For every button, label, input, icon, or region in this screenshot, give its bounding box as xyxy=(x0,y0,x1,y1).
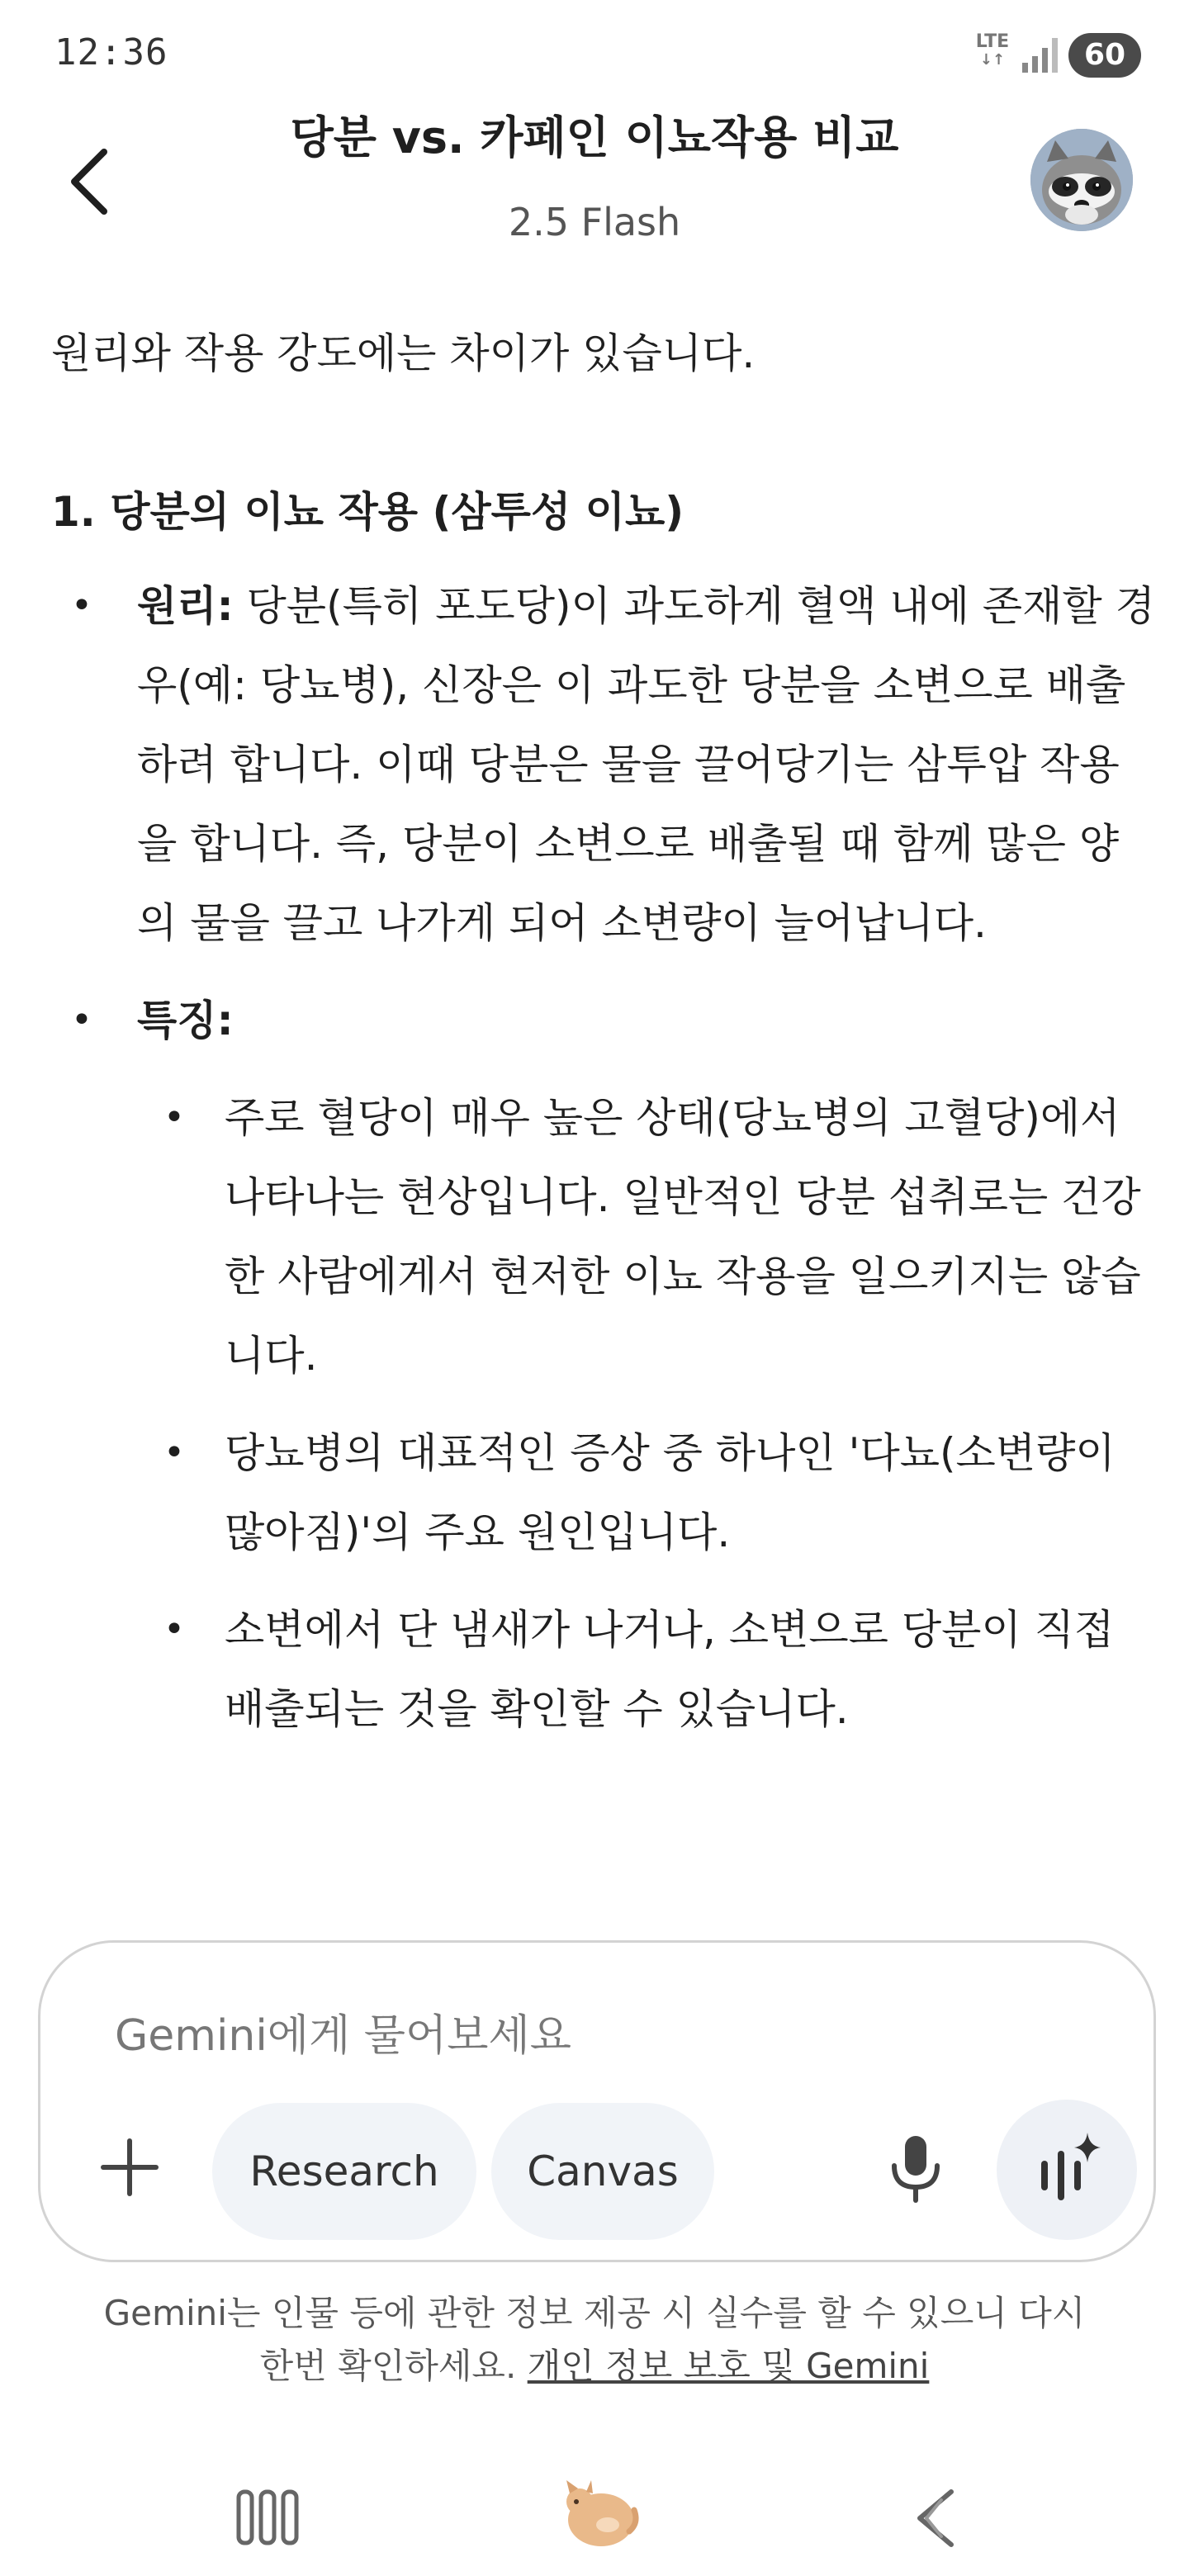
disclaimer-line-2-text: 한번 확인하세요. xyxy=(259,2346,528,2386)
network-indicator xyxy=(974,33,1011,69)
raccoon-avatar-icon xyxy=(1030,129,1133,231)
model-selector[interactable]: 2.5 Flash xyxy=(508,200,681,244)
status-time: 12:36 xyxy=(54,31,168,73)
disclaimer xyxy=(0,2287,1189,2393)
sub-bullet-item: • 당뇨병의 대표적인 증상 중 하나인 '다뇨(소변량이 많아짐)'의 주요 원인입니다. xyxy=(51,1413,1158,1572)
recents-icon[interactable] xyxy=(236,2488,299,2546)
bullet-principle xyxy=(51,566,1158,963)
disclaimer-line-2 xyxy=(0,2340,1189,2393)
battery-indicator: 60 xyxy=(1068,33,1141,78)
intro-text: 원리와 작용 강도에는 차이가 있습니다. xyxy=(51,329,756,377)
status-bar xyxy=(0,0,1189,107)
section-heading: 1. 당분의 이뇨 작용 (삼투성 이뇨) xyxy=(51,488,685,536)
sub-bullet-list xyxy=(51,1078,1158,1749)
research-chip[interactable]: Research xyxy=(212,2103,476,2240)
bullet-text: 당분(특히 포도당)이 과도하게 혈액 내에 존재할 경우(예: 당뇨병), 신장은 이 과도한 당분을 소변으로 배출하려 합니다. 이때 당분은 물을 끌어당기는 삼투압 작용을 합니다. 즉, 당분이 소변으로 배출될 때 함께 많은 양의 물을 끌고 나가게 되어 소변량이 늘어납니다. xyxy=(137,582,1155,947)
bullet-label: 원리: xyxy=(137,582,234,630)
response-content xyxy=(51,314,1158,1767)
nav-back-icon[interactable] xyxy=(908,2487,961,2550)
signal-icon xyxy=(1021,36,1060,74)
home-icon[interactable] xyxy=(555,2474,641,2553)
network-arrows: ↓↑ xyxy=(979,51,1006,69)
microphone-icon[interactable] xyxy=(876,2128,955,2207)
sub-bullet-item: • 주로 혈당이 매우 높은 상태(당뇨병의 고혈당)에서 나타나는 현상입니다. 일반적인 당분 섭취로는 건강한 사람에게서 현저한 이뇨 작용을 일으키지는 않습니다. xyxy=(51,1078,1158,1395)
bullet-features xyxy=(51,981,1158,1060)
chat-title[interactable]: 당분 vs. 카페인 이뇨작용 비교 xyxy=(290,111,899,163)
canvas-chip[interactable]: Canvas xyxy=(491,2103,714,2240)
avatar[interactable] xyxy=(1030,129,1133,231)
plus-icon[interactable] xyxy=(92,2129,168,2205)
voice-sparkle-icon xyxy=(997,2100,1137,2240)
bullet-label: 특징: xyxy=(137,997,234,1044)
voice-mode-button[interactable] xyxy=(997,2100,1137,2240)
prompt-input[interactable]: Gemini에게 물어보세요 xyxy=(115,2011,571,2061)
disclaimer-line-1: Gemini는 인물 등에 관한 정보 제공 시 실수를 할 수 있으니 다시 xyxy=(103,2293,1086,2333)
network-type: LTE xyxy=(975,31,1010,52)
sub-bullet-item: • 소변에서 단 냄새가 나거나, 소변으로 당분이 직접 배출되는 것을 확인할 수 있습니다. xyxy=(51,1590,1158,1749)
prompt-input-card xyxy=(38,1940,1156,2262)
privacy-link[interactable]: 개인 정보 보호 및 Gemini xyxy=(527,2346,930,2386)
